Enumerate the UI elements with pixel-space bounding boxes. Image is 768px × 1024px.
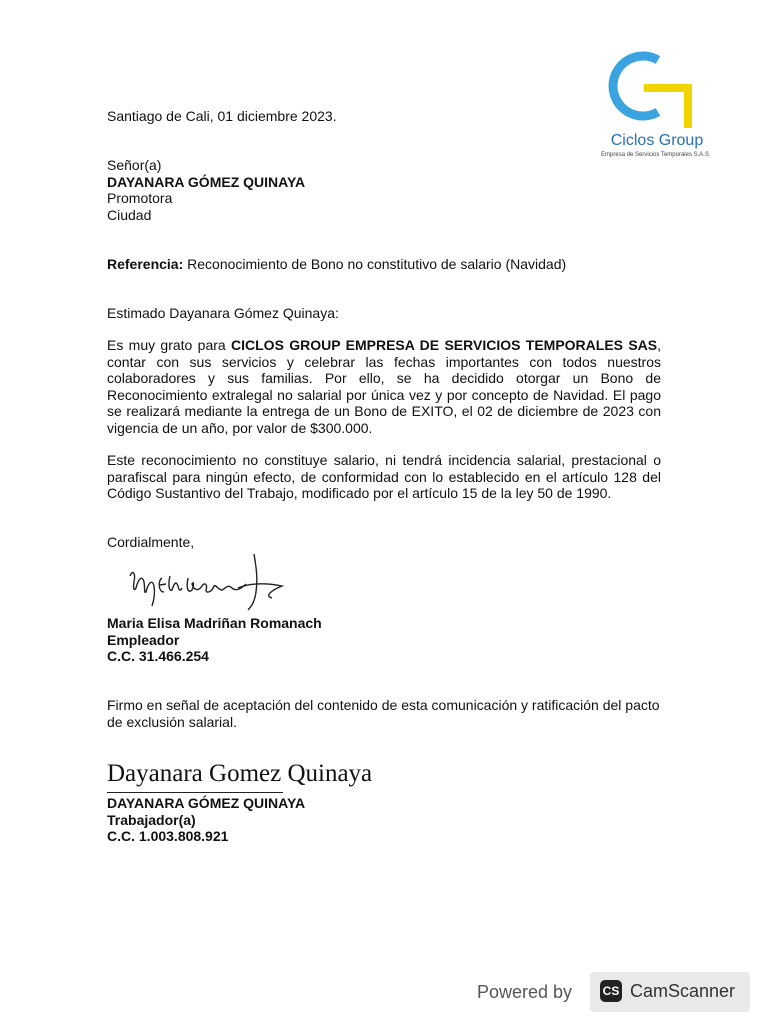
worker-name: DAYANARA GÓMEZ QUINAYA	[107, 795, 306, 811]
logo-name: Ciclos Group	[610, 132, 704, 149]
recipient-city: Ciudad	[107, 206, 152, 223]
worker-signature: Dayanara Gomez Quinaya	[107, 760, 373, 787]
logo-tagline: Empresa de Servicios Temporales S.A.S	[601, 152, 709, 158]
reference-line	[107, 256, 661, 273]
body-paragraph-1	[107, 337, 661, 436]
camscanner-brand: CamScanner	[630, 981, 736, 1001]
employer-title: Empleador	[107, 631, 180, 648]
body-paragraph-2: Este reconocimiento no constituye salario, ni tendrá incidencia salarial, prestacional o parafiscal para ningún efecto, de conformidad con lo establecido en el artículo 128 del Código Sustantivo del Trabajo, modificado por el artículo 15 de la ley 50 de 1990.	[107, 452, 661, 501]
recipient-role: Promotora	[107, 190, 173, 206]
reference-label: Referencia:	[107, 256, 184, 272]
recipient-salutation: Señor(a)	[107, 157, 162, 173]
p1-prefix: Es muy grato para	[107, 337, 232, 353]
worker-block	[107, 795, 661, 845]
employer-name: Maria Elisa Madriñan Romanach	[107, 615, 322, 631]
city-date: Santiago de Cali, 01 diciembre 2023.	[107, 108, 337, 124]
reference-text: Reconocimiento de Bono no constitutivo de salario (Navidad)	[183, 256, 567, 272]
closing: Cordialmente,	[107, 534, 195, 550]
employer-signature	[122, 548, 292, 618]
camscanner-icon: CS	[600, 980, 622, 1002]
powered-by-text: Powered by	[477, 982, 573, 1002]
recipient-name: DAYANARA GÓMEZ QUINAYA	[107, 173, 306, 190]
signature-rule	[107, 792, 283, 793]
p1-company: CICLOS GROUP EMPRESA DE SERVICIOS TEMPORALES SAS	[231, 337, 658, 353]
worker-title: Trabajador(a)	[107, 811, 196, 828]
employer-id: C.C. 31.466.254	[107, 648, 209, 664]
greeting: Estimado Dayanara Gómez Quinaya:	[107, 305, 339, 321]
p1-rest: , contar con sus servicios y celebrar las fechas importantes con todos nuestros colaboradores y sus familias. Por ello, se ha decidido otorgar un Bono de Reconocimiento extralegal no salarial por única vez y por concepto de Navidad. El pago se realizará mediante la entrega de un Bono de EXITO, el 02 de diciembre de 2023 con vigencia de un año, por valor de $300.000.	[107, 337, 661, 436]
worker-id: C.C. 1.003.808.921	[107, 828, 229, 844]
recipient-block	[107, 157, 661, 223]
acceptance-text: Firmo en señal de aceptación del contenido de esta comunicación y ratificación del pacto de exclusión salarial.	[107, 697, 660, 730]
employer-block	[107, 615, 661, 665]
